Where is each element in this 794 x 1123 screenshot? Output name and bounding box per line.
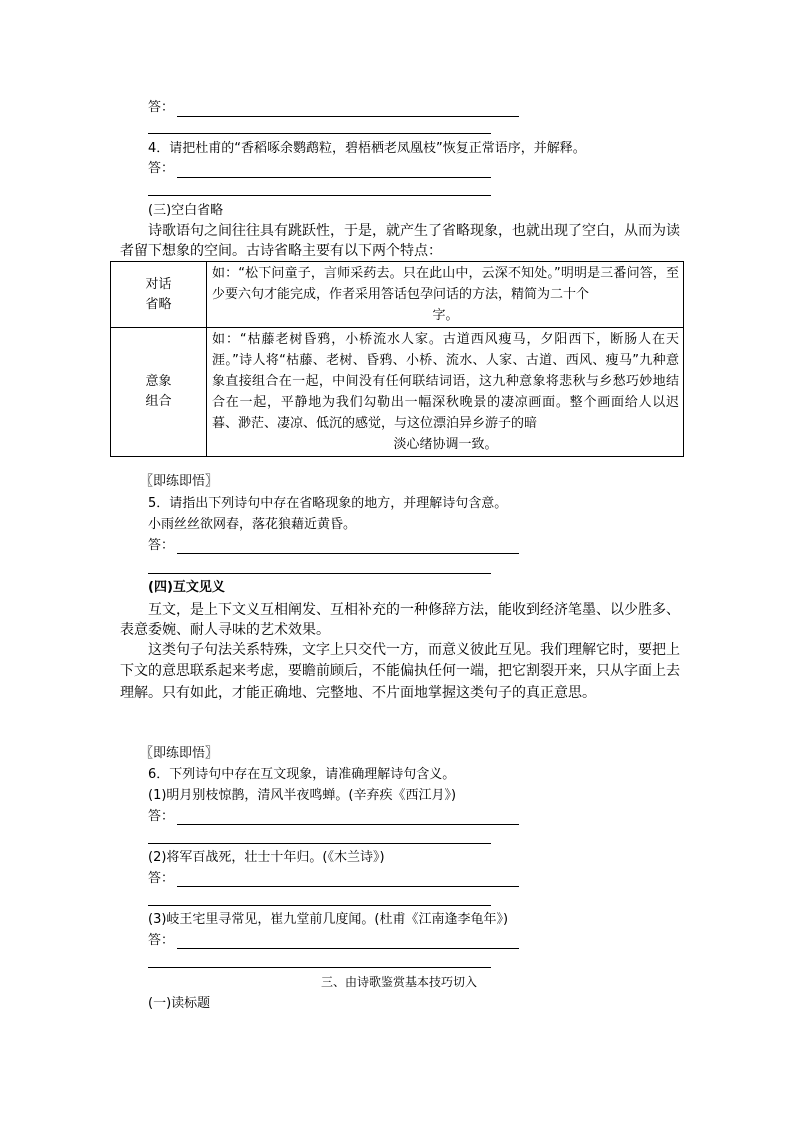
section-4-title: (四)互文见义: [148, 580, 225, 595]
section-3-intro-line: 诗歌语句之间往往具有跳跃性，于是，就产生了省略现象，也就出现了空白，从而为读: [148, 223, 680, 239]
answer-label: 答：: [148, 871, 175, 886]
question-6-item-2: (2)将军百战死，壮士十年归。(《木兰诗》): [148, 850, 385, 865]
answer-rule: [148, 967, 491, 968]
table-row-body: 如：“松下问童子，言师采药去。只在此山中，云深不知处。”明明是三番问答，至少要六句才能完成，作者采用答话包孕问话的方法，精简为二十个 字。: [207, 262, 684, 328]
question-6: 6．下列诗句中存在互文现象，请准确理解诗句含义。: [148, 767, 456, 782]
answer-label: 答：: [148, 161, 175, 176]
table-row-body: 如：“枯藤老树昏鸦，小桥流水人家。古道西风瘦马，夕阳西下，断肠人在天涯。”诗人将“枯藤、老树、昏鸦、小桥、流水、人家、古道、西风、瘦马”九种意象直接组合在一起，中间没有任何联结词语，这九种意象将悲秋与乡愁巧妙地结合在一起，平静地为我们勾勒出一幅深秋晚景的凄凉画面。整个画面给人以迟暮、渺茫、凄凉、低沉的感觉，与这位漂泊异乡游子的暗 淡心绪协调一致。: [207, 328, 684, 457]
answer-rule: [177, 116, 519, 117]
answer-label: 答：: [148, 933, 175, 948]
answer-line: [148, 536, 174, 556]
section-3-title: (三)空白省略: [148, 203, 224, 218]
answer-line: [148, 159, 174, 179]
table-row: [111, 262, 684, 328]
practice-label: 〖即练即悟〗: [140, 746, 219, 761]
answer-rule: [148, 843, 491, 844]
section-4-paragraph-line: 表意委婉、耐人寻味的艺术效果。: [120, 622, 330, 638]
question-4: 4．请把杜甫的“香稻啄余鹦鹉粒，碧梧栖老凤凰枝”恢复正常语序，并解释。: [148, 141, 586, 156]
section-4-paragraph-line: 理解。只有如此，才能正确地、完整地、不片面地掌握这类句子的真正意思。: [120, 685, 596, 701]
answer-line: [148, 931, 174, 951]
question-6-item-1: (1)明月别枝惊鹊，清风半夜鸣蝉。(辛弃疾《西江月》): [148, 788, 457, 803]
answer-line: [148, 807, 174, 827]
answer-label: 答：: [148, 538, 175, 553]
answer-label: 答：: [148, 100, 175, 115]
section-4-paragraph-line: 下文的意思联系起来考虑，要瞻前顾后，不能偏执任何一端，把它割裂开来，只从字面上去: [120, 663, 680, 679]
answer-rule: [148, 195, 491, 196]
answer-label: 答：: [148, 809, 175, 824]
answer-line: [148, 869, 174, 889]
answer-rule: [177, 177, 491, 178]
answer-rule: [177, 886, 519, 887]
omission-table: [110, 261, 684, 457]
part-3-title: 三、由诗歌鉴赏基本技巧切入: [321, 975, 478, 989]
question-5: 5．请指出下列诗句中存在省略现象的地方，并理解诗句含意。: [148, 496, 508, 511]
answer-rule: [148, 905, 491, 906]
answer-rule: [148, 133, 491, 134]
table-row: [111, 328, 684, 457]
question-5-poem: 小雨丝丝欲网春，落花狼藉近黄昏。: [148, 517, 357, 532]
answer-rule: [148, 573, 491, 574]
table-row-head: 对话 省略: [111, 262, 207, 328]
section-4-paragraph-line: 互文，是上下文义互相阐发、互相补充的一种修辞方法，能收到经济笔墨、以少胜多、: [148, 602, 680, 618]
part-3-subtitle: (一)读标题: [148, 996, 211, 1011]
answer-rule: [177, 553, 519, 554]
section-4-paragraph-line: 这类句子句法关系特殊，文字上只交代一方，而意义彼此互见。我们理解它时，要把上: [148, 642, 680, 658]
answer-line: [148, 98, 174, 118]
section-3-intro-line: 者留下想象的空间。古诗省略主要有以下两个特点：: [120, 243, 442, 259]
answer-rule: [177, 824, 519, 825]
table-row-head: 意象 组合: [111, 328, 207, 457]
question-6-item-3: (3)岐王宅里寻常见，崔九堂前几度闻。(杜甫《江南逢李龟年》): [148, 912, 509, 927]
answer-rule: [177, 948, 519, 949]
practice-label: 〖即练即悟〗: [140, 474, 219, 489]
